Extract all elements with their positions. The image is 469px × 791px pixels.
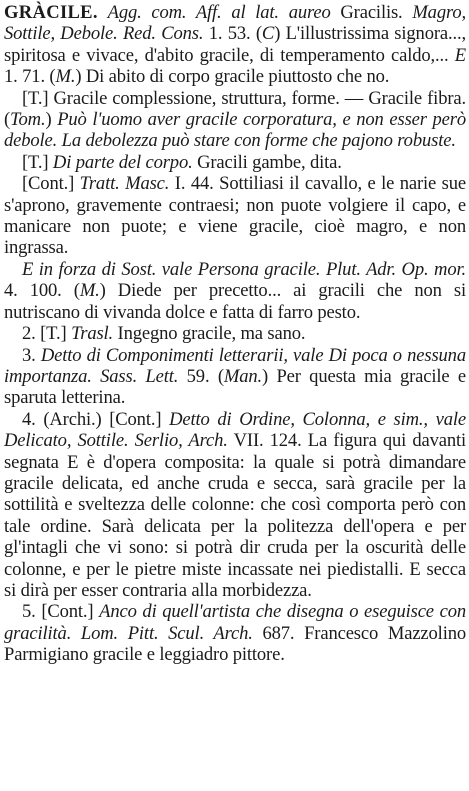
sense-4-architettura — [4, 409, 466, 602]
text-run: Magro, Sottile, Debole. Red. Cons. — [4, 2, 467, 45]
text-run: Detto di Componimenti letterarii, vale Di poca o nessuna importanza. Sass. Lett. — [4, 344, 466, 387]
text-run: [Cont.] — [22, 173, 80, 195]
text-run: Gracilis. — [330, 2, 413, 23]
sense-gracile-complessione — [4, 88, 466, 152]
text-run: C — [261, 23, 275, 45]
sense-5-artista — [4, 601, 466, 665]
text-run: 1. 71. ( — [4, 66, 56, 88]
text-run: 4. 100. ( — [4, 280, 80, 302]
entry-gracile — [4, 2, 466, 666]
text-run: E in forza di Sost. vale Persona gracile. Plut. Adr. Op. mor. — [22, 258, 466, 280]
text-run: ) L'illustrissima signora..., spiritosa e vivace, d'abito gracile, di temperamento caldo,... — [4, 23, 466, 66]
text-run: 1. 53. ( — [203, 23, 262, 45]
text-run: 3. — [22, 344, 41, 366]
text-run: 4. (Archi.) [Cont.] — [22, 408, 170, 430]
text-run: 5. [Cont.] — [22, 601, 100, 623]
text-run: VII. 124. La figura qui davanti segnata E è d'opera composita: la quale si potrà dimandare gracile delicata, ed anche cruda e secca, sarà gracile per la sottilità e sveltezza delle colonne: che così comporta però con tale ordine. Sarà delicata per la politezza dell'opera e per gl'intagli che vi sono: si potrà dir cruda per la oscurità delle colonne, e per le pietre miste incassate nei piedistalli. E secca si dirà per esser contraria alla morbidezza. — [4, 430, 467, 601]
text-run: E — [454, 44, 466, 66]
text-run: M. — [55, 66, 76, 88]
text-run: Tratt. Masc. — [79, 173, 170, 195]
sense-sostantivo — [4, 259, 466, 323]
text-run: 687. Francesco Mazzolino Parmigiano gracile e leggiadro pittore. — [4, 622, 466, 666]
text-run: ) — [45, 109, 58, 131]
text-run: Tom. — [10, 109, 46, 131]
text-run: ) Per questa mia gracile e sparuta letterina. — [4, 365, 466, 409]
sense-3-componimenti — [4, 345, 466, 409]
text-run: 59. ( — [178, 365, 224, 387]
text-run: 2. [T.] — [22, 323, 72, 345]
entry-definition — [4, 2, 466, 88]
citation-tratt-masc — [4, 173, 466, 259]
text-run: Gracili gambe, dita. — [192, 151, 342, 173]
sense-2-traslato — [4, 323, 466, 344]
text-run: ) Diede per precetto... ai gracili che non si nutriscano di vivanda dolce e fatta di farro pesto. — [4, 280, 466, 323]
text-run: Può l'uomo aver gracile corporatura, e non esser però debole. La debolezza può stare con forme che pajono robuste. — [4, 109, 466, 152]
text-run: Anco di quell'artista che disegna o eseguisce con gracilità. Lom. Pitt. Scul. Arch. — [4, 601, 466, 644]
sense-parte-del-corpo — [4, 152, 466, 173]
text-run — [98, 2, 108, 23]
text-run: I. 44. Sottiliasi il cavallo, e le narie sue s'aprono, gravemente contraesi; non puote volgiere il capo, e manicare non puote; e viene gracile, cioè magro, e non ingrassa. — [4, 173, 466, 259]
text-run: Ingegno gracile, ma sano. — [113, 323, 306, 345]
text-run — [222, 2, 232, 23]
text-run: [T.] — [22, 151, 53, 173]
text-run: Agg. com. Aff. — [107, 2, 222, 23]
text-run: [T.] Gracile complessione, struttura, forme. — Gracile fibra. ( — [4, 87, 466, 131]
text-run: ) Di abito di corpo gracile piuttosto che no. — [75, 66, 390, 88]
headword: GRÀCILE. — [4, 2, 98, 23]
text-run: Di parte del corpo. — [52, 151, 193, 173]
text-run: Detto di Ordine, Colonna, e sim., vale Delicato, Sottile. Serlio, Arch. — [4, 408, 467, 452]
text-run: Man. — [223, 365, 263, 387]
text-run: al lat. aureo — [231, 2, 331, 23]
text-run: M. — [79, 280, 100, 302]
text-run: Trasl. — [71, 323, 114, 345]
